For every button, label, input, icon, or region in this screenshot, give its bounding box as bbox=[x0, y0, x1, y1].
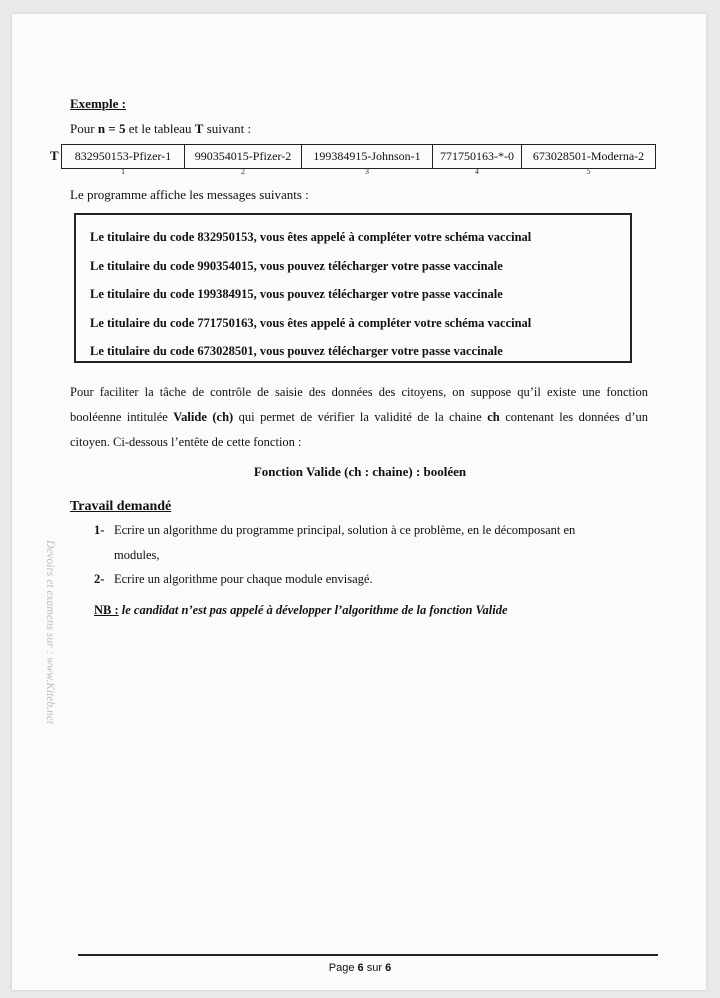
output-intro: Le programme affiche les messages suivants : bbox=[70, 187, 309, 202]
array-cell: 771750163-*-0 4 bbox=[433, 145, 522, 168]
array-cell: 990354015-Pfizer-2 2 bbox=[185, 145, 302, 168]
output-message: Le titulaire du code 990354015, vous pouvez télécharger votre passe vaccinale bbox=[90, 258, 503, 273]
example-heading: Exemple : bbox=[70, 96, 126, 111]
example-intro: Pour n = 5 et le tableau T suivant : bbox=[70, 121, 252, 136]
array-index: 2 bbox=[241, 167, 245, 176]
output-message: Le titulaire du code 673028501, vous pouvez télécharger votre passe vaccinale bbox=[90, 344, 503, 358]
output-message-box bbox=[74, 213, 632, 363]
work-item: Ecrire un algorithme pour chaque module envisagé. bbox=[114, 572, 373, 586]
watermark: Devoirs et examens sur : www.Kiteb.net bbox=[44, 540, 56, 725]
output-message: Le titulaire du code 771750163, vous êtes appelé à compléter votre schéma vaccinal bbox=[90, 315, 532, 330]
array-table bbox=[61, 144, 656, 176]
array-index: 5 bbox=[586, 167, 591, 176]
nb-note: NB : le candidat n’est pas appelé à développer l’algorithme de la fonction Valide bbox=[94, 603, 508, 617]
array-label: T bbox=[50, 148, 59, 163]
work-item-num: 2- bbox=[94, 572, 105, 586]
array-index: 4 bbox=[475, 167, 479, 176]
function-signature: Fonction Valide (ch : chaine) : booléen bbox=[253, 464, 467, 479]
output-message: Le titulaire du code 832950153, vous êtes appelé à compléter votre schéma vaccinal bbox=[90, 230, 532, 244]
validation-paragraph: Pour faciliter la tâche de contrôle de saisie des données des citoyens, on suppose qu’il existe une fonction booléenne intitulée Valide (ch) qui permet de vérifier la validité de la chaine ch contenant les données d’un citoyen. Ci-dessous l’entête de cette fonction : bbox=[70, 385, 648, 449]
page-footer: Page 6 sur 6 bbox=[328, 962, 392, 974]
array-index: 1 bbox=[121, 167, 125, 176]
work-item: Ecrire un algorithme du programme principal, solution à ce problème, en le décomposant en modules, bbox=[114, 523, 576, 562]
array-cell: 673028501-Moderna-2 5 bbox=[522, 145, 655, 168]
array-cell: 199384915-Johnson-1 3 bbox=[302, 145, 433, 168]
work-title: Travail demandé bbox=[70, 499, 172, 514]
array-cell: 832950153-Pfizer-1 1 bbox=[62, 145, 185, 168]
footer-divider bbox=[78, 954, 658, 956]
output-message: Le titulaire du code 199384915, vous pouvez télécharger votre passe vaccinale bbox=[90, 287, 503, 301]
work-item-num: 1- bbox=[94, 523, 105, 537]
array-index: 3 bbox=[365, 167, 369, 176]
